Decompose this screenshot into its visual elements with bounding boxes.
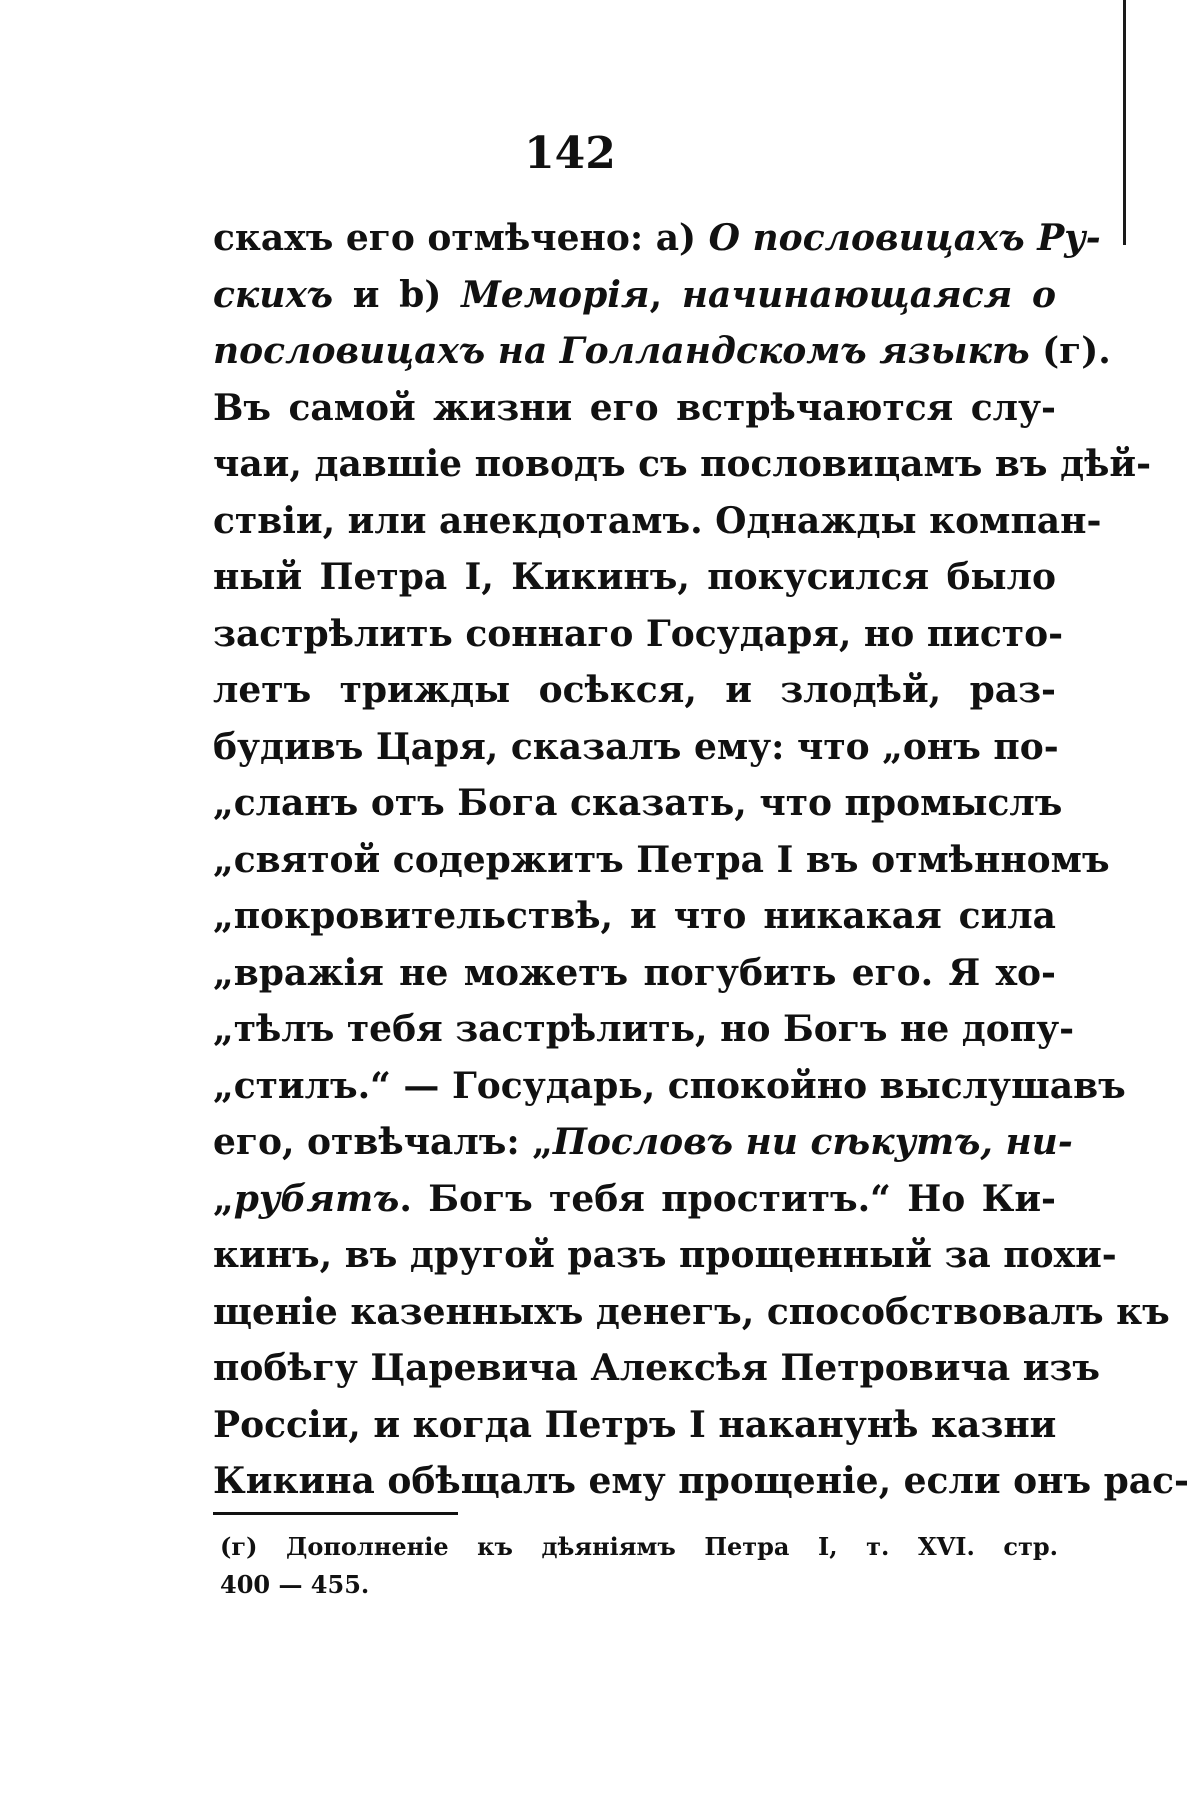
text-line: Въ самой жизни его встрѣчаются слу- <box>213 386 1056 429</box>
footnote-line: 400 — 455. <box>220 1570 370 1599</box>
text-line: пословицахъ на Голландскомъ языкѣ (г). <box>213 330 1111 372</box>
text-line: „стилъ.“ — Государь, спокойно выслушавъ <box>213 1064 1126 1107</box>
footnote-divider <box>213 1512 458 1515</box>
text-line: кинъ, въ другой разъ прощенный за похи- <box>213 1234 1117 1276</box>
text-line: скихъ и b) Меморія, начинающаяся о <box>213 273 1056 316</box>
text-line: ный Петра I, Кикинъ, покусился было <box>213 556 1056 598</box>
page-edge-mark <box>1123 0 1126 245</box>
text-line: „тѣлъ тебя застрѣлить, но Богъ не допу- <box>213 1008 1075 1050</box>
footnote-line: (г) Дополненіе къ дѣяніямъ Петра I, т. XVI. стр. <box>220 1532 1058 1561</box>
text-line: побѣгу Царевича Алексѣя Петровича изъ <box>213 1347 1101 1389</box>
text-line: „святой содержитъ Петра I въ отмѣнномъ <box>213 838 1110 881</box>
text-line: „рубятъ. Богъ тебя проститъ.“ Но Ки- <box>213 1177 1056 1220</box>
text-line: „сланъ отъ Бога сказать, что промыслъ <box>213 782 1063 824</box>
text-line: его, отвѣчалъ: „Пословъ ни сѣкутъ, ни- <box>213 1121 1073 1163</box>
text-line: щеніе казенныхъ денегъ, способствовалъ къ <box>213 1290 1170 1333</box>
footnote <box>220 1528 1058 1604</box>
text-line: летъ трижды осѣкся, и злодѣй, раз- <box>213 669 1056 711</box>
text-line: ствіи, или анекдотамъ. Однажды компан- <box>213 499 1102 542</box>
body-text <box>213 210 1189 1510</box>
text-line: „вражія не можетъ погубить его. Я хо- <box>213 951 1056 994</box>
page-number: 142 <box>524 128 616 179</box>
text-line: Россіи, и когда Петръ I наканунѣ казни <box>213 1403 1057 1446</box>
text-line: Кикина обѣщалъ ему прощеніе, если онъ рас- <box>213 1460 1189 1502</box>
text-line: чаи, давшіе поводъ съ пословицамъ въ дѣй- <box>213 443 1152 485</box>
text-line: „покровительствѣ, и что никакая сила <box>213 895 1056 937</box>
text-line: скахъ его отмѣчено: а) О пословицахъ Ру- <box>213 217 1101 259</box>
text-line: застрѣлить соннаго Государя, но пистo- <box>213 612 1064 655</box>
text-line: будивъ Царя, сказалъ ему: что „онъ по- <box>213 725 1059 768</box>
